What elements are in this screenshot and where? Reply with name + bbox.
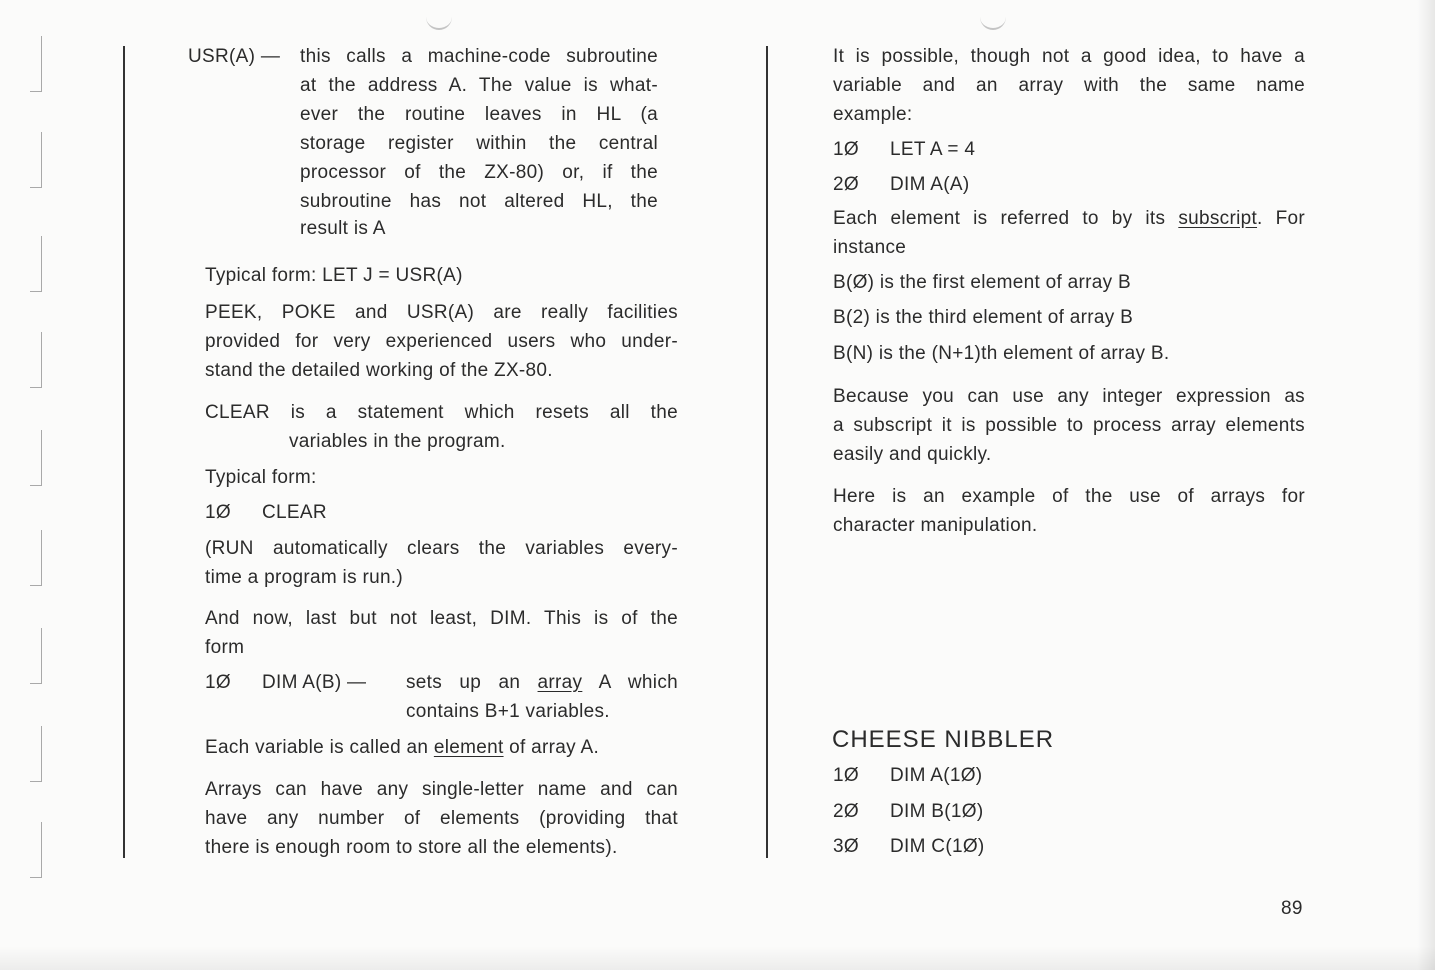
page-edge-shadow <box>1417 0 1435 970</box>
subscript-example: B(N) is the (N+1)th element of array B. <box>833 343 1170 364</box>
clear-definition-line: CLEAR is a statement which resets all the <box>205 402 678 423</box>
arrays-paragraph-line: have any number of elements (providing that <box>205 808 678 829</box>
subscript-sentence-line: instance <box>833 237 907 258</box>
line-number: 2Ø <box>833 801 859 822</box>
left-column-rule <box>123 46 125 858</box>
run-note-line: (RUN automatically clears the variables every- <box>205 538 678 559</box>
example-statement: LET A = 4 <box>890 139 976 160</box>
subscript-example: B(2) is the third element of array B <box>833 307 1134 328</box>
dim-statement: DIM A(B) — <box>262 672 367 693</box>
term-element: element <box>433 737 504 758</box>
peek-paragraph-line: stand the detailed working of the ZX-80. <box>205 360 553 381</box>
line-number: 3Ø <box>833 836 859 857</box>
line-number: 2Ø <box>833 174 859 195</box>
element-sentence-text: Each variable is called an <box>205 737 429 758</box>
program-statement: DIM A(1Ø) <box>890 765 983 786</box>
line-number: 1Ø <box>833 139 859 160</box>
usr-definition-line: at the address A. The value is what- <box>300 75 658 96</box>
page-notch <box>426 14 452 30</box>
page-notch <box>980 14 1006 30</box>
typical-form-usr: Typical form: LET J = USR(A) <box>205 265 463 286</box>
binding-hole <box>30 36 42 92</box>
because-paragraph-line: Because you can use any integer expression as <box>833 386 1305 407</box>
line-number: 1Ø <box>205 502 231 523</box>
run-note-line: time a program is run.) <box>205 567 404 588</box>
clear-definition-line: variables in the program. <box>289 431 506 452</box>
typical-form-label: Typical form: <box>205 467 317 488</box>
arrays-paragraph-line: there is enough room to store all the elements). <box>205 837 618 858</box>
binding-hole <box>30 726 42 782</box>
usr-definition-line: ever the routine leaves in HL (a <box>300 104 658 125</box>
arrays-paragraph-line: Arrays can have any single-letter name and can <box>205 779 678 800</box>
binding-hole <box>30 530 42 586</box>
page-number: 89 <box>1281 898 1303 919</box>
element-sentence <box>205 737 599 759</box>
term-array: array <box>537 672 583 693</box>
dim-description-line: contains B+1 variables. <box>406 701 610 722</box>
peek-paragraph-line: PEEK, POKE and USR(A) are really facilities <box>205 302 678 323</box>
usr-term: USR(A) — <box>188 46 281 67</box>
usr-definition-line: storage register within the central <box>300 133 658 154</box>
term-subscript: subscript <box>1178 208 1258 229</box>
line-number: 1Ø <box>833 765 859 786</box>
dim-intro-line: form <box>205 637 245 658</box>
subscript-sentence-text: Each element is referred to by its <box>833 208 1166 229</box>
page-bottom-shadow <box>0 946 1435 970</box>
possible-paragraph-line: variable and an array with the same name <box>833 75 1305 96</box>
center-column-rule <box>766 46 768 858</box>
binding-hole <box>30 236 42 292</box>
program-title: CHEESE NIBBLER <box>832 726 1055 753</box>
dim-description-text: A which <box>598 672 678 693</box>
usr-definition-line: this calls a machine-code subroutine <box>300 46 658 67</box>
because-paragraph-line: easily and quickly. <box>833 444 992 465</box>
here-paragraph-line: Here is an example of the use of arrays for <box>833 486 1305 507</box>
element-sentence-text: of array A. <box>509 737 600 758</box>
subscript-example: B(Ø) is the first element of array B <box>833 272 1131 293</box>
binding-hole <box>30 332 42 388</box>
line-number: 1Ø <box>205 672 231 693</box>
program-statement: DIM C(1Ø) <box>890 836 985 857</box>
subscript-sentence-line <box>833 208 1305 230</box>
peek-paragraph-line: provided for very experienced users who under- <box>205 331 678 352</box>
possible-paragraph-line: It is possible, though not a good idea, to have a <box>833 46 1305 67</box>
dim-intro-line: And now, last but not least, DIM. This is of the <box>205 608 678 629</box>
because-paragraph-line: a subscript it is possible to process array elements <box>833 415 1305 436</box>
dim-description-text: sets up an <box>406 672 521 693</box>
subscript-sentence-text: subscript. For <box>1178 208 1306 229</box>
here-paragraph-line: character manipulation. <box>833 515 1038 536</box>
binding-hole <box>30 822 42 878</box>
program-statement: DIM B(1Ø) <box>890 801 984 822</box>
binding-hole <box>30 132 42 188</box>
dim-description-line <box>406 672 678 694</box>
example-statement: DIM A(A) <box>890 174 970 195</box>
possible-paragraph-line: example: <box>833 104 913 125</box>
usr-definition-line: result is A <box>300 218 386 239</box>
usr-definition-line: subroutine has not altered HL, the <box>300 191 658 212</box>
binding-hole <box>30 628 42 684</box>
binding-hole <box>30 430 42 486</box>
usr-definition-line: processor of the ZX-80) or, if the <box>300 162 658 183</box>
clear-statement: CLEAR <box>262 502 327 523</box>
